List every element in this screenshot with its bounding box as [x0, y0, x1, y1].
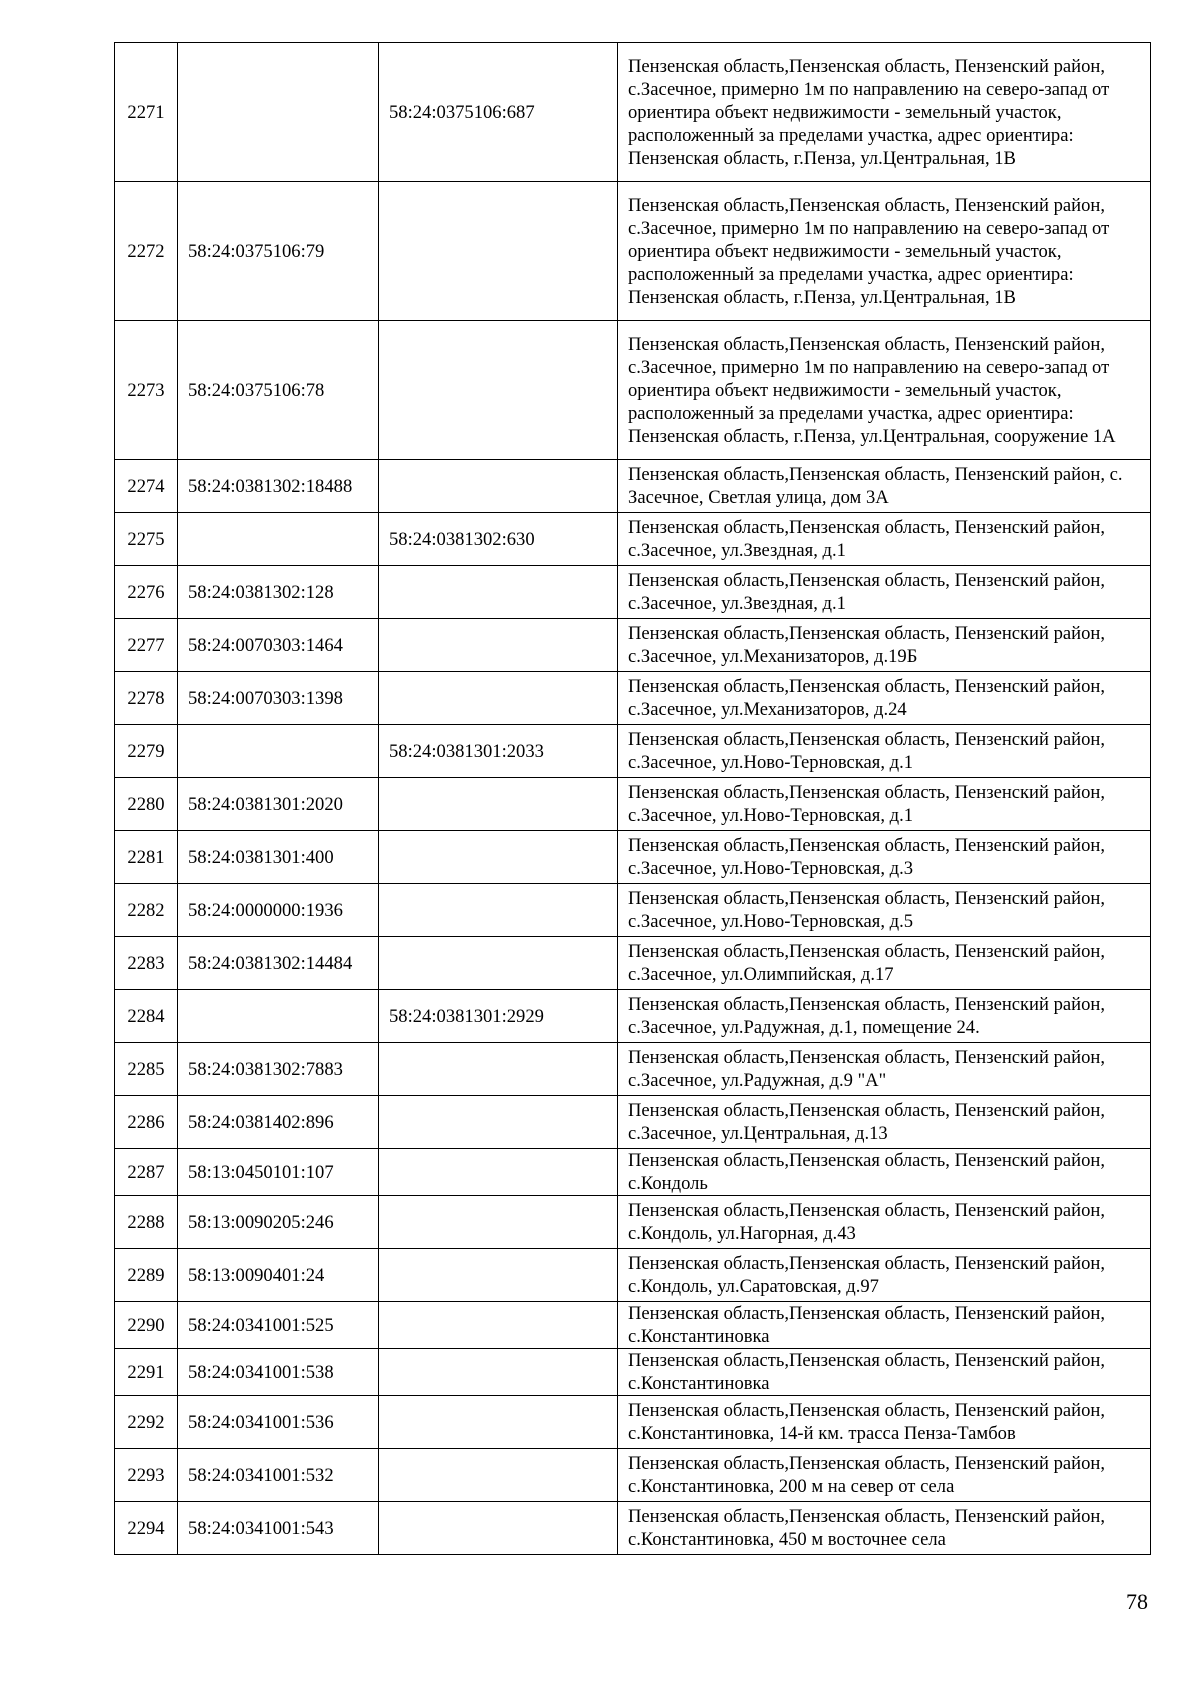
address: Пензенская область,Пензенская область, Пензенский район, с.Засечное, ул.Ново-Терновская, д.5	[618, 884, 1151, 937]
cadastral-number: 58:24:0381302:128	[178, 566, 379, 619]
table-row	[115, 43, 1151, 182]
row-number: 2282	[115, 884, 178, 937]
cadastral-number: 58:24:0381301:400	[178, 831, 379, 884]
registry-table	[114, 42, 1151, 1555]
table-row	[115, 1349, 1151, 1396]
row-number: 2287	[115, 1149, 178, 1196]
row-number: 2277	[115, 619, 178, 672]
cadastral-number-building	[379, 619, 618, 672]
table-row	[115, 1302, 1151, 1349]
cadastral-number-building	[379, 321, 618, 460]
row-number: 2294	[115, 1502, 178, 1555]
address: Пензенская область,Пензенская область, Пензенский район, с.Константиновка, 450 м восточнее села	[618, 1502, 1151, 1555]
address: Пензенская область,Пензенская область, Пензенский район, с.Засечное, ул.Звездная, д.1	[618, 513, 1151, 566]
address: Пензенская область,Пензенская область, Пензенский район, с.Засечное, ул.Звездная, д.1	[618, 566, 1151, 619]
cadastral-number: 58:24:0341001:536	[178, 1396, 379, 1449]
row-number: 2288	[115, 1196, 178, 1249]
table-row	[115, 182, 1151, 321]
row-number: 2289	[115, 1249, 178, 1302]
cadastral-number-building	[379, 884, 618, 937]
cadastral-number-building	[379, 1043, 618, 1096]
table-row	[115, 513, 1151, 566]
cadastral-number	[178, 725, 379, 778]
address: Пензенская область,Пензенская область, Пензенский район, с.Засечное, ул.Ново-Терновская, д.1	[618, 725, 1151, 778]
address: Пензенская область,Пензенская область, Пензенский район, с.Засечное, примерно 1м по направлению на северо-запад от ориентира объект недвижимости - земельный участок, расположенный за пределами участка, адрес ориентира: Пензенская область, г.Пенза, ул.Центральная, сооружение 1А	[618, 321, 1151, 460]
cadastral-number-building: 58:24:0381301:2929	[379, 990, 618, 1043]
row-number: 2279	[115, 725, 178, 778]
cadastral-number: 58:24:0341001:543	[178, 1502, 379, 1555]
cadastral-number: 58:24:0000000:1936	[178, 884, 379, 937]
table-row	[115, 937, 1151, 990]
row-number: 2274	[115, 460, 178, 513]
cadastral-number: 58:13:0090401:24	[178, 1249, 379, 1302]
row-number: 2272	[115, 182, 178, 321]
cadastral-number: 58:24:0341001:532	[178, 1449, 379, 1502]
cadastral-number-building	[379, 1196, 618, 1249]
table-row	[115, 884, 1151, 937]
cadastral-number-building	[379, 672, 618, 725]
table-row	[115, 1249, 1151, 1302]
address: Пензенская область,Пензенская область, Пензенский район, с.Засечное, ул.Олимпийская, д.17	[618, 937, 1151, 990]
address: Пензенская область,Пензенская область, Пензенский район, с.Засечное, ул.Радужная, д.1, помещение 24.	[618, 990, 1151, 1043]
address: Пензенская область,Пензенская область, Пензенский район, с.Константиновка	[618, 1302, 1151, 1349]
cadastral-number: 58:13:0450101:107	[178, 1149, 379, 1196]
address: Пензенская область,Пензенская область, Пензенский район, с.Кондоль, ул.Саратовская, д.97	[618, 1249, 1151, 1302]
table-row	[115, 1043, 1151, 1096]
cadastral-number-building	[379, 1096, 618, 1149]
row-number: 2278	[115, 672, 178, 725]
table-row	[115, 1196, 1151, 1249]
cadastral-number: 58:24:0381301:2020	[178, 778, 379, 831]
address: Пензенская область,Пензенская область, Пензенский район, с.Засечное, ул.Механизаторов, д.24	[618, 672, 1151, 725]
page-number: 78	[1126, 1589, 1148, 1614]
cadastral-number-building	[379, 460, 618, 513]
address: Пензенская область,Пензенская область, Пензенский район, с.Засечное, ул.Механизаторов, д.19Б	[618, 619, 1151, 672]
address: Пензенская область,Пензенская область, Пензенский район, с.Засечное, ул.Ново-Терновская, д.3	[618, 831, 1151, 884]
cadastral-number-building	[379, 1302, 618, 1349]
cadastral-number	[178, 513, 379, 566]
cadastral-number-building	[379, 1249, 618, 1302]
address: Пензенская область,Пензенская область, Пензенский район, с.Засечное, ул.Радужная, д.9 "А"	[618, 1043, 1151, 1096]
table-row	[115, 1096, 1151, 1149]
table-row	[115, 725, 1151, 778]
table-row	[115, 1149, 1151, 1196]
cadastral-number-building	[379, 1396, 618, 1449]
row-number: 2271	[115, 43, 178, 182]
cadastral-number-building	[379, 937, 618, 990]
cadastral-number: 58:24:0381302:14484	[178, 937, 379, 990]
table-row	[115, 778, 1151, 831]
cadastral-number-building	[379, 831, 618, 884]
cadastral-number-building: 58:24:0381302:630	[379, 513, 618, 566]
cadastral-number-building	[379, 1349, 618, 1396]
address: Пензенская область,Пензенская область, Пензенский район, с.Константиновка	[618, 1349, 1151, 1396]
row-number: 2275	[115, 513, 178, 566]
cadastral-number	[178, 43, 379, 182]
cadastral-number: 58:24:0375106:79	[178, 182, 379, 321]
row-number: 2293	[115, 1449, 178, 1502]
row-number: 2273	[115, 321, 178, 460]
cadastral-number: 58:24:0381302:18488	[178, 460, 379, 513]
cadastral-number-building	[379, 778, 618, 831]
address: Пензенская область,Пензенская область, Пензенский район, с.Засечное, ул.Ново-Терновская, д.1	[618, 778, 1151, 831]
cadastral-number	[178, 990, 379, 1043]
row-number: 2281	[115, 831, 178, 884]
table-row	[115, 619, 1151, 672]
cadastral-number-building	[379, 566, 618, 619]
address: Пензенская область,Пензенская область, Пензенский район, с.Засечное, примерно 1м по направлению на северо-запад от ориентира объект недвижимости - земельный участок, расположенный за пределами участка, адрес ориентира: Пензенская область, г.Пенза, ул.Центральная, 1В	[618, 43, 1151, 182]
row-number: 2286	[115, 1096, 178, 1149]
table-row	[115, 1449, 1151, 1502]
table-row	[115, 566, 1151, 619]
cadastral-number: 58:24:0381302:7883	[178, 1043, 379, 1096]
cadastral-number-building: 58:24:0375106:687	[379, 43, 618, 182]
table-row	[115, 990, 1151, 1043]
address: Пензенская область,Пензенская область, Пензенский район, с.Кондоль, ул.Нагорная, д.43	[618, 1196, 1151, 1249]
cadastral-number-building	[379, 1149, 618, 1196]
table-row	[115, 1502, 1151, 1555]
cadastral-number: 58:24:0341001:538	[178, 1349, 379, 1396]
cadastral-number: 58:24:0375106:78	[178, 321, 379, 460]
address: Пензенская область,Пензенская область, Пензенский район, с.Засечное, примерно 1м по направлению на северо-запад от ориентира объект недвижимости - земельный участок, расположенный за пределами участка, адрес ориентира: Пензенская область, г.Пенза, ул.Центральная, 1В	[618, 182, 1151, 321]
row-number: 2291	[115, 1349, 178, 1396]
row-number: 2290	[115, 1302, 178, 1349]
address: Пензенская область,Пензенская область, Пензенский район, с.Засечное, ул.Центральная, д.13	[618, 1096, 1151, 1149]
table-row	[115, 321, 1151, 460]
cadastral-number: 58:24:0381402:896	[178, 1096, 379, 1149]
cadastral-number-building	[379, 1449, 618, 1502]
row-number: 2276	[115, 566, 178, 619]
cadastral-number: 58:24:0070303:1464	[178, 619, 379, 672]
row-number: 2283	[115, 937, 178, 990]
row-number: 2280	[115, 778, 178, 831]
cadastral-number: 58:13:0090205:246	[178, 1196, 379, 1249]
cadastral-number: 58:24:0070303:1398	[178, 672, 379, 725]
address: Пензенская область,Пензенская область, Пензенский район, с.Кондоль	[618, 1149, 1151, 1196]
row-number: 2285	[115, 1043, 178, 1096]
table-row	[115, 831, 1151, 884]
cadastral-number-building	[379, 1502, 618, 1555]
row-number: 2284	[115, 990, 178, 1043]
row-number: 2292	[115, 1396, 178, 1449]
address: Пензенская область,Пензенская область, Пензенский район, с.Константиновка, 200 м на север от села	[618, 1449, 1151, 1502]
table-row	[115, 672, 1151, 725]
cadastral-number-building: 58:24:0381301:2033	[379, 725, 618, 778]
cadastral-number-building	[379, 182, 618, 321]
table-row	[115, 460, 1151, 513]
address: Пензенская область,Пензенская область, Пензенский район, с. Засечное, Светлая улица, дом 3А	[618, 460, 1151, 513]
cadastral-number: 58:24:0341001:525	[178, 1302, 379, 1349]
address: Пензенская область,Пензенская область, Пензенский район, с.Константиновка, 14-й км. трасса Пенза-Тамбов	[618, 1396, 1151, 1449]
table-row	[115, 1396, 1151, 1449]
